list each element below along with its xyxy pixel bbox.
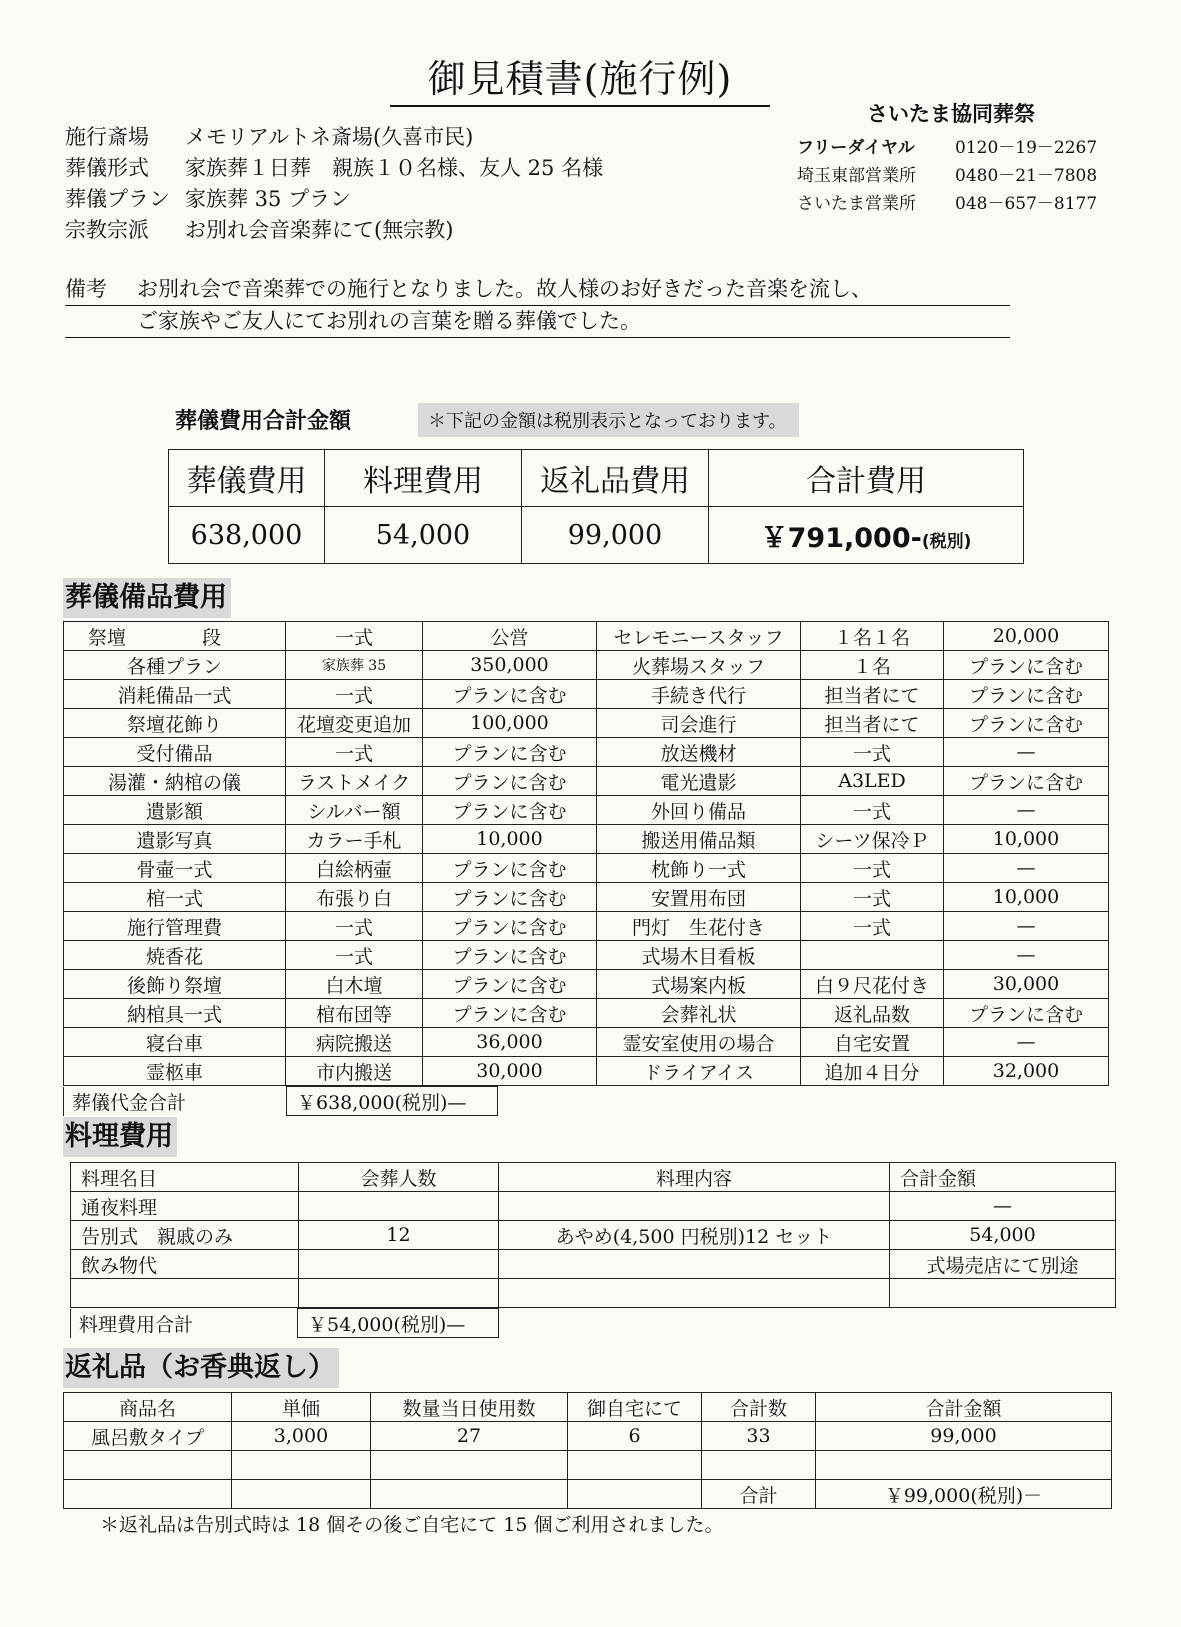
cuisine-cell: 式場売店にて別途 xyxy=(890,1250,1116,1279)
funeral-item-cell: プランに含む xyxy=(944,651,1109,680)
funeral-item-cell: 100,000 xyxy=(423,709,597,738)
funeral-item-cell: 祭壇花飾り xyxy=(64,709,286,738)
gifts-cell xyxy=(371,1480,568,1509)
summary-table xyxy=(168,449,1024,564)
funeral-item-cell: 後飾り祭壇 xyxy=(64,970,286,999)
gifts-cell: 27 xyxy=(371,1422,568,1451)
funeral-item-row xyxy=(64,1057,1109,1086)
summary-value: 99,000 xyxy=(522,507,709,564)
funeral-item-cell: １名１名 xyxy=(801,622,944,651)
cuisine-cell: 54,000 xyxy=(890,1221,1116,1250)
cuisine-cell xyxy=(499,1250,890,1279)
cuisine-row xyxy=(71,1221,1116,1250)
gifts-cell: 風呂敷タイプ xyxy=(64,1422,232,1451)
cuisine-row xyxy=(71,1279,1116,1308)
funeral-item-cell: 一式 xyxy=(801,738,944,767)
info-value: メモリアルトネ斎場(久喜市民) xyxy=(185,125,474,149)
funeral-item-cell: A3LED xyxy=(801,767,944,796)
funeral-item-cell: 一式 xyxy=(286,941,423,970)
info-label: 宗教宗派 xyxy=(65,218,149,242)
funeral-item-cell: 外回り備品 xyxy=(597,796,801,825)
funeral-item-cell: 市内搬送 xyxy=(286,1057,423,1086)
funeral-item-cell: プランに含む xyxy=(423,738,597,767)
funeral-item-row xyxy=(64,796,1109,825)
info-value: 家族葬 35 プラン xyxy=(185,187,352,211)
gifts-header: 単価 xyxy=(232,1393,371,1422)
funeral-item-cell: セレモニースタッフ xyxy=(597,622,801,651)
cuisine-cell: あやめ(4,500 円税別)12 セット xyxy=(499,1221,890,1250)
funeral-item-cell: 施行管理費 xyxy=(64,912,286,941)
summary-total-amount: ￥791,000- xyxy=(760,522,922,554)
gifts-cell: 99,000 xyxy=(816,1422,1112,1451)
funeral-item-cell: プランに含む xyxy=(423,796,597,825)
gifts-header: 商品名 xyxy=(64,1393,232,1422)
funeral-item-cell: 安置用布団 xyxy=(597,883,801,912)
funeral-item-cell: 遺影写真 xyxy=(64,825,286,854)
funeral-item-cell: 骨壷一式 xyxy=(64,854,286,883)
gifts-table xyxy=(63,1392,1112,1509)
gifts-cell xyxy=(568,1480,702,1509)
info-row xyxy=(65,153,603,184)
summary-header: 返礼品費用 xyxy=(522,450,709,507)
tax-note: ＊下記の金額は税別表示となっております。 xyxy=(418,403,799,437)
gifts-cell: 合計 xyxy=(702,1480,816,1509)
gifts-cell: 6 xyxy=(568,1422,702,1451)
funeral-item-cell: 門灯 生花付き xyxy=(597,912,801,941)
funeral-item-cell: 枕飾り一式 xyxy=(597,854,801,883)
gifts-cell xyxy=(64,1451,232,1480)
funeral-item-cell: プランに含む xyxy=(944,709,1109,738)
funeral-item-cell: シルバー額 xyxy=(286,796,423,825)
cuisine-header-row xyxy=(71,1163,1116,1192)
cuisine-cell xyxy=(299,1192,499,1221)
funeral-item-cell: 一式 xyxy=(286,622,423,651)
funeral-item-cell: 350,000 xyxy=(423,651,597,680)
funeral-item-cell: 司会進行 xyxy=(597,709,801,738)
funeral-item-cell: 湯灌・納棺の儀 xyxy=(64,767,286,796)
funeral-item-row xyxy=(64,1028,1109,1057)
funeral-item-cell: — xyxy=(944,1028,1109,1057)
funeral-item-cell: 32,000 xyxy=(944,1057,1109,1086)
cuisine-header: 料理名目 xyxy=(71,1163,299,1192)
funeral-item-cell: プランに含む xyxy=(944,680,1109,709)
funeral-item-row xyxy=(64,970,1109,999)
funeral-item-cell: 会葬礼状 xyxy=(597,999,801,1028)
funeral-item-cell: — xyxy=(944,738,1109,767)
funeral-item-cell: 棺一式 xyxy=(64,883,286,912)
cuisine-cell xyxy=(71,1279,299,1308)
funeral-item-cell: 一式 xyxy=(801,854,944,883)
gifts-cell: 3,000 xyxy=(232,1422,371,1451)
funeral-item-row xyxy=(64,883,1109,912)
funeral-item-cell: 焼香花 xyxy=(64,941,286,970)
cuisine-cell xyxy=(299,1250,499,1279)
remarks-line-1 xyxy=(65,274,1010,306)
funeral-item-cell: 納棺具一式 xyxy=(64,999,286,1028)
funeral-item-cell: 病院搬送 xyxy=(286,1028,423,1057)
funeral-item-cell: １名 xyxy=(801,651,944,680)
funeral-item-cell: — xyxy=(944,941,1109,970)
funeral-item-cell: 花壇変更追加 xyxy=(286,709,423,738)
funeral-item-cell: 白木壇 xyxy=(286,970,423,999)
summary-value: 54,000 xyxy=(325,507,522,564)
funeral-item-cell: 返礼品数 xyxy=(801,999,944,1028)
gifts-cell xyxy=(232,1451,371,1480)
funeral-item-row xyxy=(64,709,1109,738)
summary-total-suffix: (税別) xyxy=(921,531,972,552)
cuisine-section-heading: 料理費用 xyxy=(63,1117,177,1157)
cuisine-cell: — xyxy=(890,1192,1116,1221)
funeral-item-cell: プランに含む xyxy=(423,999,597,1028)
funeral-item-cell: 20,000 xyxy=(944,622,1109,651)
funeral-item-cell: 霊柩車 xyxy=(64,1057,286,1086)
gifts-section-heading: 返礼品（お香典返し） xyxy=(63,1348,339,1388)
funeral-item-cell: 一式 xyxy=(286,680,423,709)
summary-heading: 葬儀費用合計金額 xyxy=(175,409,352,434)
funeral-item-cell: 10,000 xyxy=(423,825,597,854)
gifts-footnote: ＊返礼品は告別式時は 18 個その後ご自宅にて 15 個ご利用されました。 xyxy=(100,1514,724,1536)
cuisine-row xyxy=(71,1192,1116,1221)
funeral-item-cell: プランに含む xyxy=(944,999,1109,1028)
cuisine-total xyxy=(70,1308,499,1338)
summary-header: 料理費用 xyxy=(325,450,522,507)
funeral-item-cell: 手続き代行 xyxy=(597,680,801,709)
gifts-cell xyxy=(568,1451,702,1480)
gifts-header: 数量当日使用数 xyxy=(371,1393,568,1422)
gifts-cell: 33 xyxy=(702,1422,816,1451)
cuisine-header: 料理内容 xyxy=(499,1163,890,1192)
funeral-item-cell: 白絵柄壷 xyxy=(286,854,423,883)
gifts-cell xyxy=(64,1480,232,1509)
info-label: 葬儀形式 xyxy=(65,156,149,180)
info-row xyxy=(65,122,603,153)
gifts-header: 合計金額 xyxy=(816,1393,1112,1422)
funeral-item-row xyxy=(64,825,1109,854)
cuisine-total-label: 料理費用合計 xyxy=(71,1309,298,1338)
gifts-cell xyxy=(816,1451,1112,1480)
info-value: 家族葬１日葬 親族１０名様、友人 25 名様 xyxy=(185,156,604,180)
contact-row xyxy=(797,190,1097,218)
funeral-item-cell: 10,000 xyxy=(944,883,1109,912)
funeral-item-row xyxy=(64,738,1109,767)
funeral-item-cell: 受付備品 xyxy=(64,738,286,767)
cuisine-cell: 通夜料理 xyxy=(71,1192,299,1221)
cuisine-cell xyxy=(890,1279,1116,1308)
remarks-label: 備考 xyxy=(65,277,107,301)
info-row xyxy=(65,184,603,215)
funeral-item-cell: ラストメイク xyxy=(286,767,423,796)
info-row xyxy=(65,215,603,246)
funeral-total-value: ￥638,000(税別)— xyxy=(287,1087,498,1116)
cuisine-cell xyxy=(499,1192,890,1221)
contact-label: さいたま営業所 xyxy=(797,194,916,214)
funeral-item-cell: 白９尺花付き xyxy=(801,970,944,999)
funeral-item-cell: 30,000 xyxy=(944,970,1109,999)
funeral-item-row xyxy=(64,680,1109,709)
funeral-item-cell: 霊安室使用の場合 xyxy=(597,1028,801,1057)
contact-row xyxy=(797,162,1097,190)
funeral-item-cell: 各種プラン xyxy=(64,651,286,680)
funeral-item-cell: プランに含む xyxy=(423,912,597,941)
cuisine-cell: 飲み物代 xyxy=(71,1250,299,1279)
funeral-item-cell: 祭壇 段 xyxy=(64,622,286,651)
cuisine-total-value: ￥54,000(税別)— xyxy=(298,1309,499,1338)
ceremony-info xyxy=(65,122,603,246)
gifts-header: 合計数 xyxy=(702,1393,816,1422)
remarks-line-2: ご家族やご友人にてお別れの言葉を贈る葬儀でした。 xyxy=(65,306,1010,338)
cuisine-cell xyxy=(299,1279,499,1308)
funeral-item-cell: 自宅安置 xyxy=(801,1028,944,1057)
info-value: お別れ会音楽葬にて(無宗教) xyxy=(185,218,454,242)
contact-row xyxy=(797,134,1097,162)
contact-number: 0480－21－7808 xyxy=(955,166,1098,186)
gifts-cell xyxy=(371,1451,568,1480)
funeral-item-cell: 追加４日分 xyxy=(801,1057,944,1086)
gifts-header: 御自宅にて xyxy=(568,1393,702,1422)
gifts-row xyxy=(64,1422,1112,1451)
funeral-item-cell: 担当者にて xyxy=(801,680,944,709)
funeral-item-cell: 一式 xyxy=(801,883,944,912)
cuisine-cell: 12 xyxy=(299,1221,499,1250)
funeral-item-row xyxy=(64,941,1109,970)
contact-number: 048－657－8177 xyxy=(955,194,1098,214)
funeral-item-cell: 消耗備品一式 xyxy=(64,680,286,709)
company-block xyxy=(797,98,1097,218)
page-title: 御見積書(施行例) xyxy=(390,48,770,107)
funeral-item-cell: プランに含む xyxy=(423,767,597,796)
cuisine-cell xyxy=(499,1279,890,1308)
info-label: 施行斎場 xyxy=(65,125,149,149)
company-name: さいたま協同葬祭 xyxy=(867,102,1035,126)
remarks xyxy=(65,274,1010,338)
funeral-item-cell: 10,000 xyxy=(944,825,1109,854)
funeral-item-cell: ドライアイス xyxy=(597,1057,801,1086)
funeral-item-cell: 搬送用備品類 xyxy=(597,825,801,854)
funeral-item-cell: カラー手札 xyxy=(286,825,423,854)
cuisine-table xyxy=(70,1162,1116,1308)
funeral-item-cell: 遺影額 xyxy=(64,796,286,825)
funeral-item-cell: 式場案内板 xyxy=(597,970,801,999)
summary-value: 638,000 xyxy=(169,507,325,564)
cuisine-header: 合計金額 xyxy=(890,1163,1116,1192)
funeral-item-cell: プランに含む xyxy=(423,680,597,709)
funeral-item-cell: 家族葬 35 xyxy=(286,651,423,680)
funeral-item-cell: 一式 xyxy=(801,796,944,825)
gifts-header-row xyxy=(64,1393,1112,1422)
funeral-item-cell: プランに含む xyxy=(423,941,597,970)
funeral-item-cell: プランに含む xyxy=(423,854,597,883)
summary-header: 葬儀費用 xyxy=(169,450,325,507)
funeral-item-cell: 36,000 xyxy=(423,1028,597,1057)
funeral-item-cell: 寝台車 xyxy=(64,1028,286,1057)
funeral-item-cell: 布張り白 xyxy=(286,883,423,912)
funeral-item-cell: 火葬場スタッフ xyxy=(597,651,801,680)
funeral-item-cell: 放送機材 xyxy=(597,738,801,767)
remarks-text-1: お別れ会で音楽葬での施行となりました。故人様のお好きだった音楽を流し、 xyxy=(137,277,872,301)
contact-number: 0120－19－2267 xyxy=(955,138,1098,158)
info-label: 葬儀プラン xyxy=(65,187,170,211)
contact-label: 埼玉東部営業所 xyxy=(797,166,916,186)
cuisine-cell: 告別式 親戚のみ xyxy=(71,1221,299,1250)
summary-total xyxy=(709,507,1024,564)
contact-label: フリーダイヤル xyxy=(797,138,915,158)
gifts-row xyxy=(64,1451,1112,1480)
funeral-item-cell: 一式 xyxy=(286,738,423,767)
funeral-section-heading: 葬儀備品費用 xyxy=(63,578,231,618)
gifts-cell: ￥99,000(税別)－ xyxy=(816,1480,1112,1509)
funeral-item-cell: プランに含む xyxy=(944,767,1109,796)
funeral-item-row xyxy=(64,854,1109,883)
funeral-item-cell: 棺布団等 xyxy=(286,999,423,1028)
funeral-item-cell: — xyxy=(944,796,1109,825)
funeral-total xyxy=(63,1086,498,1116)
funeral-item-cell: — xyxy=(944,912,1109,941)
gifts-row xyxy=(64,1480,1112,1509)
funeral-item-cell: 担当者にて xyxy=(801,709,944,738)
funeral-item-cell: — xyxy=(944,854,1109,883)
funeral-item-cell: 公営 xyxy=(423,622,597,651)
funeral-item-cell: 30,000 xyxy=(423,1057,597,1086)
cuisine-row xyxy=(71,1250,1116,1279)
funeral-item-cell: プランに含む xyxy=(423,883,597,912)
gifts-cell xyxy=(702,1451,816,1480)
funeral-item-row xyxy=(64,999,1109,1028)
funeral-item-cell xyxy=(801,941,944,970)
funeral-item-cell: プランに含む xyxy=(423,970,597,999)
funeral-item-cell: 一式 xyxy=(286,912,423,941)
funeral-item-cell: 式場木目看板 xyxy=(597,941,801,970)
funeral-total-label: 葬儀代金合計 xyxy=(64,1087,287,1116)
funeral-item-cell: 電光遺影 xyxy=(597,767,801,796)
cuisine-header: 会葬人数 xyxy=(299,1163,499,1192)
funeral-item-row xyxy=(64,912,1109,941)
gifts-cell xyxy=(232,1480,371,1509)
funeral-item-row xyxy=(64,622,1109,651)
summary-header: 合計費用 xyxy=(709,450,1024,507)
funeral-item-cell: シーツ保冷Ｐ xyxy=(801,825,944,854)
funeral-item-row xyxy=(64,767,1109,796)
funeral-items-table xyxy=(63,621,1109,1086)
funeral-item-row xyxy=(64,651,1109,680)
funeral-item-cell: 一式 xyxy=(801,912,944,941)
